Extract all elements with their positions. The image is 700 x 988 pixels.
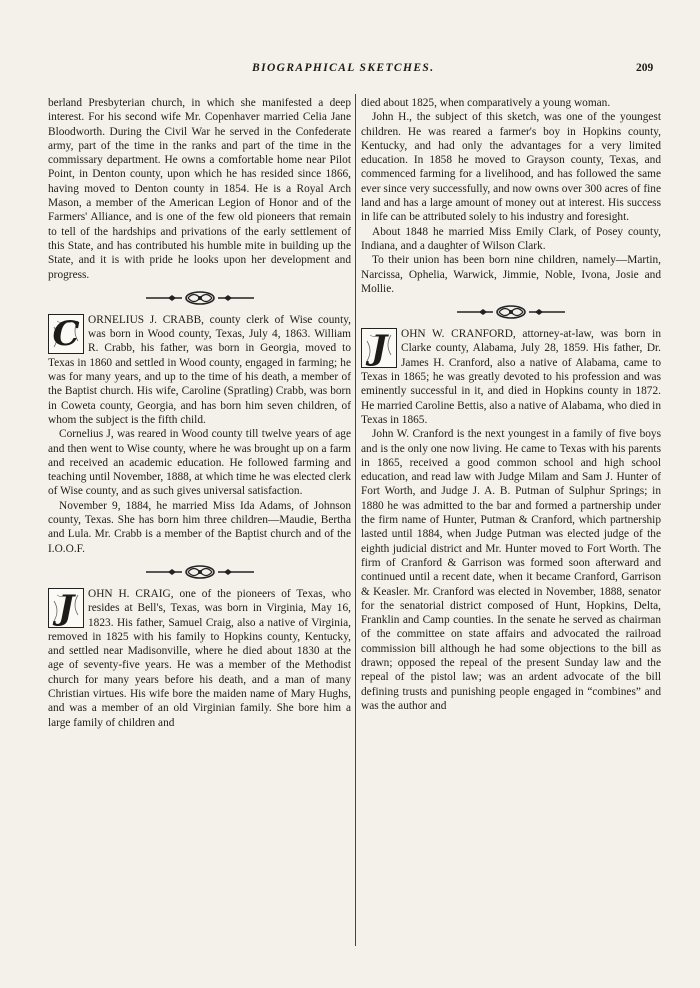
crabb-entry	[48, 313, 351, 556]
dropcap-c	[48, 314, 84, 354]
dropcap-letter: J	[57, 587, 75, 628]
craig-entry	[48, 587, 351, 730]
craig-continuation: died about 1825, when comparatively a young woman.	[361, 97, 611, 109]
section-ornament	[361, 305, 661, 319]
copenhaver-continuation: berland Presbyterian church, in which she manifested a deep interest. For his second wife Mr. Copenhaver married Celia Jane Bloodworth. During the Civil War he served in the Confederate army, part of the time in the ranks and part of the time in the commissary department. He owns a comfortable home near Pilot Point, in Denton county, upon which he has resided since 1866, having moved to Denton county in 1854. He is a Royal Arch Mason, a member of the American Legion of Honor and of the Farmers' Alliance, and is one of the few old pioneers that remain to tell of the hardships and privations of the early settlement of this State, and has contributed his humble mite in building up the State, and it is with pride he looks upon her development and progress.	[48, 97, 351, 281]
craig-paragraph-3: About 1848 he married Miss Emily Clark, of Posey county, Indiana, and a daughter of Wilson Clark.	[361, 225, 661, 252]
cranford-text-1: OHN W. CRANFORD, attorney-at-law, was born in Clarke county, Alabama, July 28, 1859. His father, Dr. James H. Cranford, also a native of Alabama, came to Texas in 1865; he was greatly devoted to his profession and was eminently successful in it, and died in Hopkins county in 1872. He married Caroline Bettis, also a native of Alabama, who died in Texas in 1865.	[361, 328, 661, 426]
dropcap-letter: J	[370, 328, 388, 369]
section-ornament	[48, 565, 351, 579]
ornament-icon	[451, 305, 571, 319]
column-rule	[355, 94, 356, 946]
craig-text-1: OHN H. CRAIG, one of the pioneers of Texas, who resides at Bell's, Texas, was born in Virginia, May 16, 1823. His father, Samuel Craig, also a native of Virginia, removed in 1825 with his family to Hopkins county, Kentucky, and settled near Madisonville, where he died about 1830 at the age of seventy-five years. He was a member of the Methodist church for many years before his death, and a man of many Christian virtues. His wife bore the maiden name of Mary Hughs, and was a member of an old Virginian family. She bore him a large family of children and	[48, 587, 351, 729]
dropcap-j	[361, 328, 397, 368]
dropcap-letter: C	[52, 313, 80, 354]
craig-paragraph-2: John H., the subject of this sketch, was one of the youngest children. He was reared a farmer's boy in Hopkins county, Kentucky, and had only the advantages for a very limited education. In 1858 he moved to Grayson county, Texas, and commenced farming for a livelihood, and has followed the same ever since very successfully, and now owns over 300 acres of fine land and has a large amount of money out at interest. His success in life can be attributed solely to his industry and foresight.	[361, 111, 661, 224]
crabb-paragraph-1	[48, 313, 351, 427]
craig-paragraph-4: To their union has been born nine children, namely—Martin, Narcissa, Ophelia, Warwick, Jimmie, Noble, Ivona, Josie and Mollie.	[361, 254, 661, 295]
craig-paragraph-1	[48, 587, 351, 730]
page-number: 209	[636, 62, 654, 74]
crabb-paragraph-3: November 9, 1884, he married Miss Ida Adams, of Johnson county, Texas. She has born him three children—Maudie, Bertha and Lula. Mr. Crabb is a member of the Baptist church and of the I.O.O.F.	[48, 499, 351, 555]
crabb-text-1: ORNELIUS J. CRABB, county clerk of Wise county, was born in Wood county, Texas, July 4, 1863. William R. Crabb, his father, was born in Georgia, moved to Texas in 1860 and settled in Wood county, engaged in farming; he was for many years, and up to the time of his death, a member of the Baptist church. His wife, Caroline (Spratling) Crabb, was born in Coweta county, Georgia, and has born him seven children, of whom the subject is the fifth child.	[48, 313, 351, 426]
right-column	[361, 96, 661, 713]
crabb-paragraph-2: Cornelius J, was reared in Wood county till twelve years of age and then went to Wise county, where he was brought up on a farm and received an academic education. He followed farming and teaching until November, 1888, at which time he was elected clerk of Wise county, and as such gives universal satisfaction.	[48, 428, 351, 498]
cranford-paragraph-2: John W. Cranford is the next youngest in a family of five boys and is the only one now living. He came to Texas with his parents in 1865, received a good common school and high school education, and read law with Judge Milam and Sam J. Hunter of Fort Worth, and Judge J. A. B. Putman of Sulphur Springs; in 1880 he was admitted to the bar and formed a partnership under the firm name of Hunter, Putman & Cranford, which partnership lasted until 1884, when Judge Putman was elected judge of the eighth judicial district and Mr. Hunter moved to Fort Worth. The firm of Cranford & Garrison was formed soon afterward and continued until a recent date, when it became Cranford, Garrison & Keasler. Mr. Cranford was elected in November, 1888, senator for the senatorial district composed of Hunt, Hopkins, Delta, Franklin and Camp counties. In the senate he served as chairman of the committee on state affairs and advocated the railroad commission bill although he had some objections to the bill as drawn; opposed the repeal of the present Sunday law and the repeal of the pistol law; was an ardent advocate of the bill defining trusts and punishing people engaged in “combines” and was the author and	[361, 428, 661, 712]
running-head: BIOGRAPHICAL SKETCHES.	[252, 62, 435, 74]
section-ornament	[48, 291, 351, 305]
cranford-entry	[361, 327, 661, 713]
left-column	[48, 96, 351, 730]
ornament-icon	[140, 291, 260, 305]
page-header	[0, 62, 700, 78]
cranford-paragraph-1	[361, 327, 661, 427]
ornament-icon	[140, 565, 260, 579]
dropcap-j	[48, 588, 84, 628]
